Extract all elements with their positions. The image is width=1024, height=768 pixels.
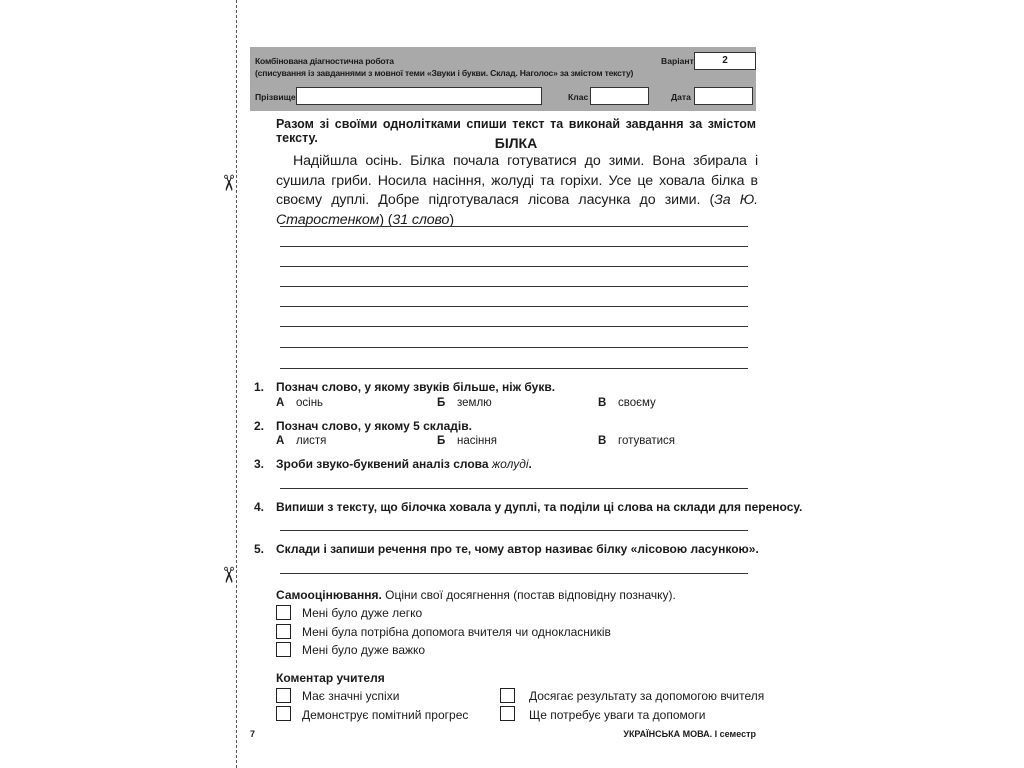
checkbox-label: Мені було дуже легко [302, 606, 423, 620]
writing-line[interactable] [280, 226, 748, 227]
question-number: 2. [254, 419, 265, 433]
class-label: Клас [568, 92, 589, 102]
option-word: землю [457, 397, 492, 409]
option-letter: Б [437, 397, 446, 409]
text-word-count: 31 слово [392, 211, 450, 228]
question-number: 4. [254, 500, 265, 514]
checkbox-label: Демонструє помітний прогрес [302, 708, 469, 722]
question-number: 3. [254, 457, 265, 471]
option-word: листя [296, 435, 327, 447]
worksheet-header [250, 47, 756, 111]
option-letter: Б [437, 435, 446, 447]
date-label: Дата [671, 92, 691, 102]
checkbox-label: Досягає результату за допомогою вчителя [529, 689, 765, 703]
question-text-main: Зроби звуко-буквений аналіз слова [276, 457, 492, 471]
question-keyword: жолуді [491, 457, 529, 471]
text-body: Надійшла осінь. Білка почала готуватися до зими. Вона збирала і сушила гриби. Носила насіння, жолуді та горіхи. Усе це ховала білка в своєму дуплі. Добре підготувалася лісова ласунка до зими. ( [276, 153, 758, 208]
self-assessment [276, 588, 676, 602]
writing-line[interactable] [280, 286, 748, 287]
question-number: 5. [254, 542, 265, 556]
page-number: 7 [250, 729, 256, 739]
surname-field[interactable] [296, 87, 542, 105]
question-text-end: . [528, 457, 532, 471]
question-text: Випиши з тексту, що білочка ховала у дуплі, та поділи ці слова на склади для переносу. [276, 500, 803, 514]
question-text: Познач слово, у якому звуків більше, ніж букв. [276, 380, 556, 394]
checkbox[interactable] [500, 688, 515, 703]
checkbox-label: Ще потребує уваги та допомоги [529, 708, 706, 722]
header-subtitle: (списування із завданнями з мовної теми «Звуки і букви. Склад. Наголос» за змістом тексту) [255, 68, 634, 78]
scissors-icon: ✂ [215, 565, 241, 585]
option-letter: А [276, 435, 285, 447]
option-a[interactable] [276, 435, 326, 447]
question-text: Познач слово, у якому 5 складів. [276, 419, 472, 433]
checkbox[interactable] [500, 706, 515, 721]
option-word: насіння [457, 435, 497, 447]
header-title: Комбінована діагностична робота [255, 56, 394, 66]
option-a[interactable] [276, 397, 323, 409]
writing-line[interactable] [280, 368, 748, 369]
writing-line[interactable] [280, 306, 748, 307]
option-word: осінь [296, 397, 324, 409]
variant-box[interactable]: 2 [694, 52, 756, 70]
cut-line [236, 0, 237, 768]
text-end: ) [449, 211, 454, 228]
checkbox-label: Мені була потрібна допомога вчителя чи однокласників [302, 625, 611, 639]
option-c[interactable] [598, 435, 675, 447]
checkbox[interactable] [276, 688, 291, 703]
writing-line[interactable] [280, 246, 748, 247]
checkbox[interactable] [276, 706, 291, 721]
option-word: готуватися [618, 435, 676, 447]
question-text: Склади і запиши речення про те, чому автор називає білку «лісовою ласункою». [276, 542, 759, 556]
option-b[interactable] [437, 435, 497, 447]
checkbox[interactable] [276, 624, 291, 639]
teacher-comment-title: Коментар учителя [276, 671, 385, 685]
option-word: своєму [618, 397, 656, 409]
instruction: Разом зі своїми однолітками спиши текст та виконай завдання за змістом тексту. [276, 117, 756, 145]
option-letter: В [598, 397, 607, 409]
text-source: За Ю. Старостенком [276, 192, 759, 228]
answer-line[interactable] [280, 530, 748, 531]
self-assessment-title: Самооцінювання. [276, 588, 382, 602]
text-title: БІЛКА [494, 135, 538, 151]
writing-line[interactable] [280, 326, 748, 327]
class-field[interactable] [590, 87, 649, 105]
checkbox-label: Має значні успіхи [302, 689, 400, 703]
checkbox[interactable] [276, 605, 291, 620]
question-text [276, 457, 532, 471]
scissors-icon: ✂ [215, 173, 241, 193]
option-b[interactable] [437, 397, 492, 409]
variant-label: Варіант [661, 56, 694, 66]
answer-line[interactable] [280, 488, 748, 489]
self-assessment-prompt: Оціни свої досягнення (постав відповідну позначку). [381, 588, 676, 602]
checkbox-label: Мені було дуже важко [302, 643, 426, 657]
writing-line[interactable] [280, 266, 748, 267]
dictation-text [276, 152, 758, 230]
option-letter: А [276, 397, 285, 409]
checkbox[interactable] [276, 642, 291, 657]
date-field[interactable] [694, 87, 753, 105]
writing-line[interactable] [280, 347, 748, 348]
option-c[interactable] [598, 397, 656, 409]
text-sep: ) ( [379, 211, 393, 228]
surname-label: Прізвище [255, 92, 296, 102]
option-letter: В [598, 435, 607, 447]
answer-line[interactable] [280, 573, 748, 574]
subject-footer: УКРАЇНСЬКА МОВА. І семестр [623, 729, 756, 739]
question-number: 1. [254, 380, 265, 394]
